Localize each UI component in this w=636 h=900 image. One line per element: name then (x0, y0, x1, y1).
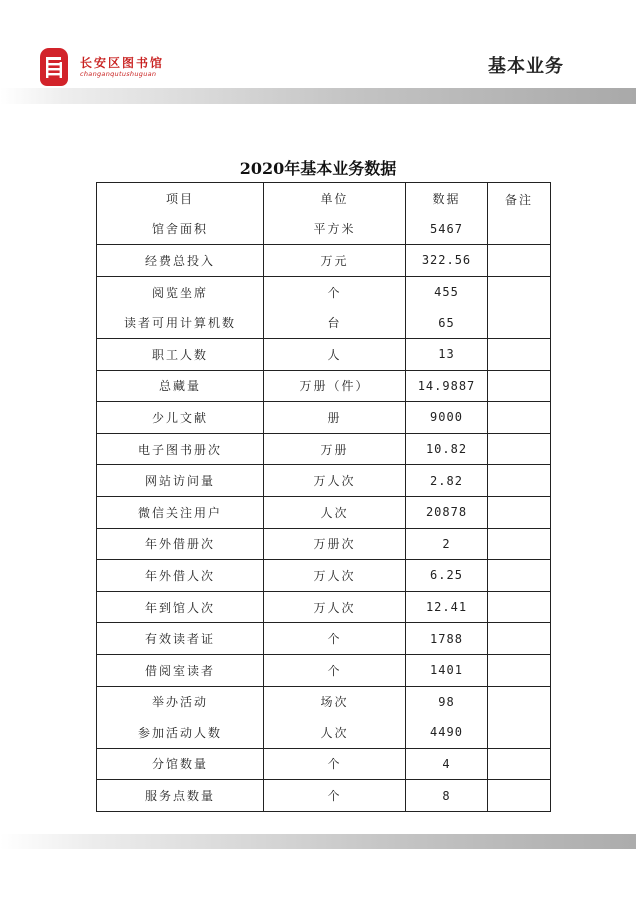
cell-value: 5467 (406, 214, 488, 245)
table-row (97, 528, 551, 560)
cell-item: 举办活动 (97, 686, 264, 717)
cell-unit: 万人次 (264, 591, 406, 623)
cell-value: 10.82 (406, 433, 488, 465)
table-row (97, 402, 551, 434)
cell-value: 2.82 (406, 465, 488, 497)
table-row (97, 591, 551, 623)
cell-item: 职工人数 (97, 338, 264, 370)
cell-unit: 个 (264, 748, 406, 780)
cell-unit: 场次 (264, 686, 406, 717)
page-header (0, 0, 636, 104)
table-row (97, 623, 551, 655)
cell-unit: 个 (264, 654, 406, 686)
cell-value: 4490 (406, 717, 488, 748)
table-row (97, 686, 551, 717)
cell-note (488, 465, 551, 497)
table-row (97, 214, 551, 245)
cell-value: 8 (406, 780, 488, 812)
cell-item: 分馆数量 (97, 748, 264, 780)
cell-note (488, 654, 551, 686)
cell-value: 322.56 (406, 245, 488, 277)
cell-item: 年到馆人次 (97, 591, 264, 623)
cell-item: 有效读者证 (97, 623, 264, 655)
table-row (97, 433, 551, 465)
cell-value: 6.25 (406, 560, 488, 592)
column-header-notes: 备注 (488, 183, 551, 245)
table-row (97, 717, 551, 748)
cell-unit: 台 (264, 307, 406, 338)
cell-item: 服务点数量 (97, 780, 264, 812)
library-name: 长安区图书馆 (80, 56, 165, 70)
cell-note (488, 276, 551, 338)
cell-unit: 万册（件） (264, 370, 406, 402)
cell-note (488, 528, 551, 560)
cell-item: 参加活动人数 (97, 717, 264, 748)
cell-value: 13 (406, 338, 488, 370)
cell-item: 馆舍面积 (97, 214, 264, 245)
cell-unit: 人次 (264, 717, 406, 748)
cell-value: 1401 (406, 654, 488, 686)
business-data-table (96, 182, 551, 812)
cell-value: 2 (406, 528, 488, 560)
cell-value: 14.9887 (406, 370, 488, 402)
table-row (97, 276, 551, 307)
cell-unit: 个 (264, 623, 406, 655)
cell-item: 阅览坐席 (97, 276, 264, 307)
table-row (97, 780, 551, 812)
column-header-item: 项目 (97, 183, 264, 214)
section-title: 基本业务 (488, 56, 564, 77)
cell-note (488, 338, 551, 370)
cell-unit: 平方米 (264, 214, 406, 245)
cell-unit: 万人次 (264, 465, 406, 497)
cell-unit: 万人次 (264, 560, 406, 592)
cell-item: 年外借人次 (97, 560, 264, 592)
footer-divider-band (0, 834, 636, 849)
header-divider-band (0, 88, 636, 104)
cell-item: 年外借册次 (97, 528, 264, 560)
cell-note (488, 245, 551, 277)
cell-note (488, 748, 551, 780)
table-row (97, 307, 551, 338)
cell-note (488, 370, 551, 402)
cell-unit: 人次 (264, 496, 406, 528)
cell-note (488, 560, 551, 592)
cell-value: 98 (406, 686, 488, 717)
table-row (97, 654, 551, 686)
table-row (97, 496, 551, 528)
cell-note (488, 780, 551, 812)
cell-item: 微信关注用户 (97, 496, 264, 528)
cell-value: 12.41 (406, 591, 488, 623)
cell-note (488, 623, 551, 655)
column-header-value: 数据 (406, 183, 488, 214)
cell-unit: 个 (264, 780, 406, 812)
cell-item: 读者可用计算机数 (97, 307, 264, 338)
cell-item: 经费总投入 (97, 245, 264, 277)
table-row (97, 370, 551, 402)
column-header-unit: 单位 (264, 183, 406, 214)
cell-item: 借阅室读者 (97, 654, 264, 686)
table-row (97, 560, 551, 592)
table-row (97, 245, 551, 277)
cell-unit: 人 (264, 338, 406, 370)
cell-value: 9000 (406, 402, 488, 434)
cell-item: 总藏量 (97, 370, 264, 402)
cell-note (488, 496, 551, 528)
cell-note (488, 433, 551, 465)
cell-value: 455 (406, 276, 488, 307)
cell-unit: 万册 (264, 433, 406, 465)
cell-unit: 万元 (264, 245, 406, 277)
cell-item: 少儿文献 (97, 402, 264, 434)
cell-item: 电子图书册次 (97, 433, 264, 465)
cell-note (488, 402, 551, 434)
cell-value: 1788 (406, 623, 488, 655)
cell-note (488, 686, 551, 748)
table-header-row (97, 183, 551, 214)
cell-note (488, 591, 551, 623)
library-logo-icon (40, 48, 68, 86)
cell-unit: 个 (264, 276, 406, 307)
table-row (97, 465, 551, 497)
library-name-pinyin: changanqutushuguan (80, 70, 157, 78)
table-row (97, 338, 551, 370)
document-title: 2020年基本业务数据 (239, 159, 397, 178)
cell-value: 4 (406, 748, 488, 780)
cell-unit: 册 (264, 402, 406, 434)
table-row (97, 748, 551, 780)
cell-value: 65 (406, 307, 488, 338)
cell-item: 网站访问量 (97, 465, 264, 497)
cell-unit: 万册次 (264, 528, 406, 560)
cell-value: 20878 (406, 496, 488, 528)
